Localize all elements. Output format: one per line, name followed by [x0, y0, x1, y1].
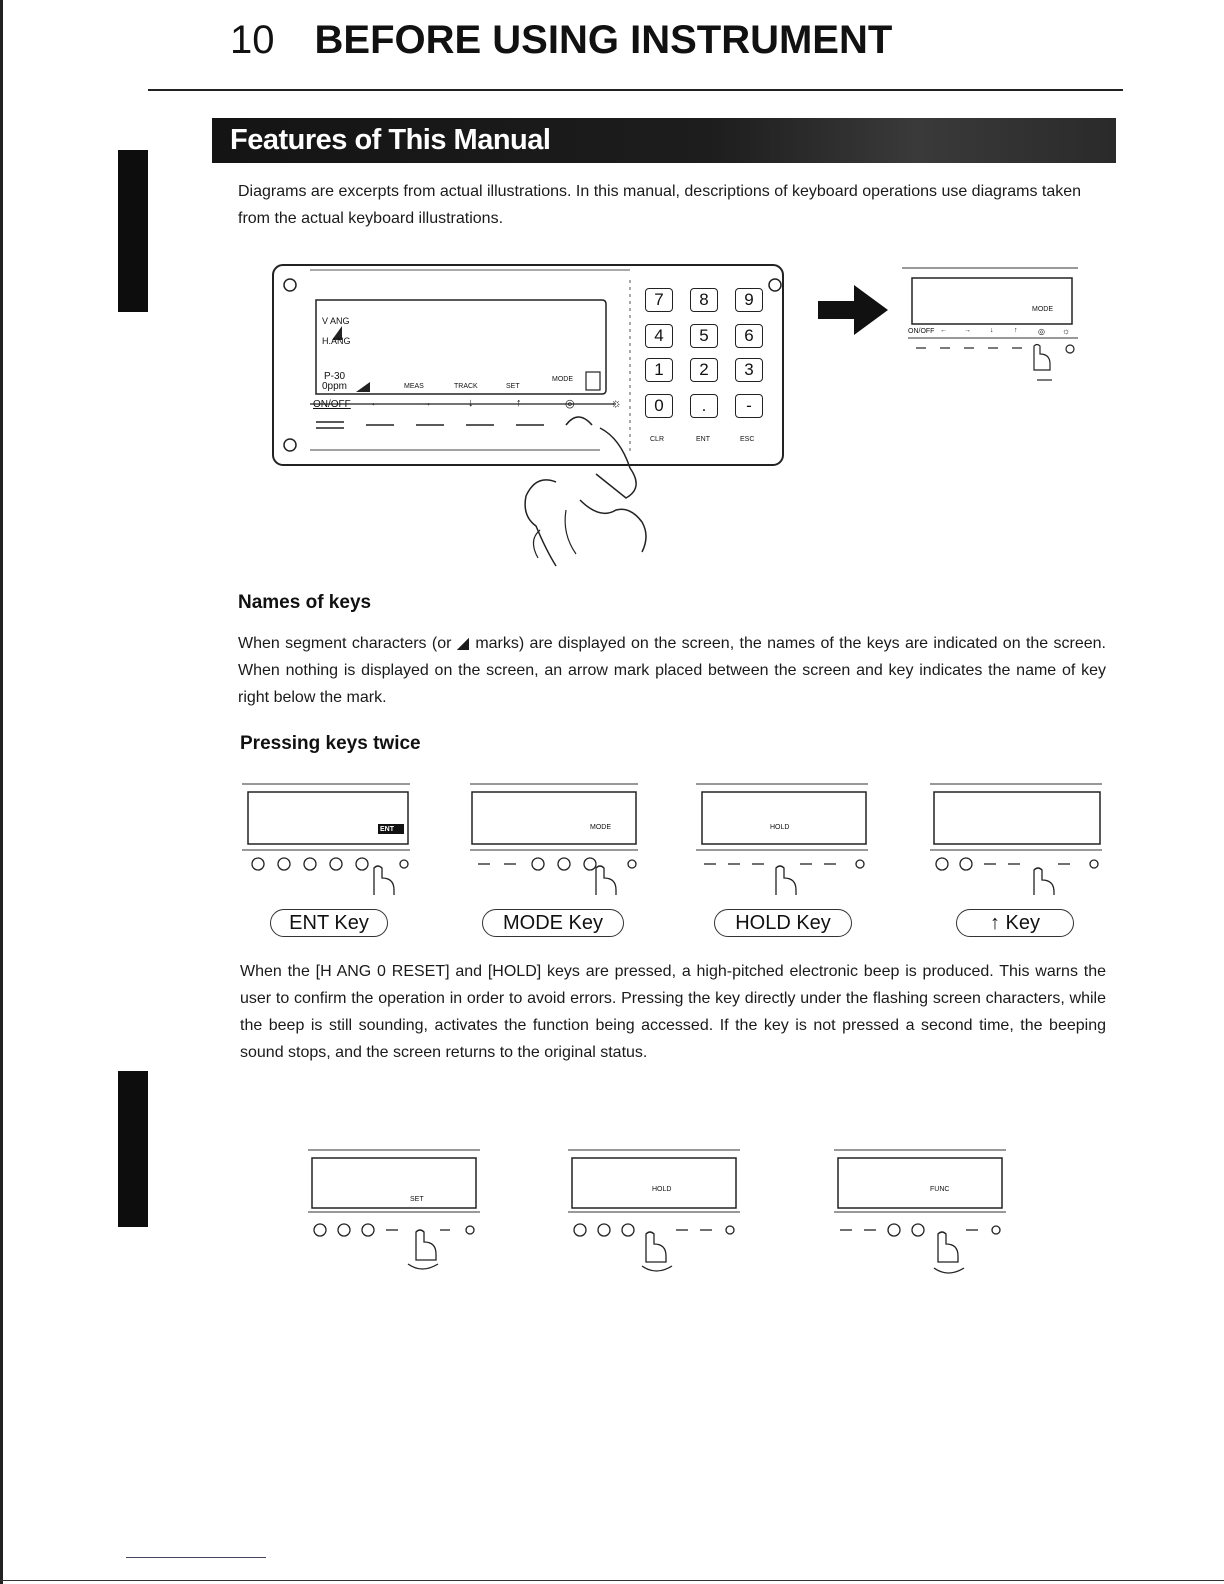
example-screen-label-hold: HOLD [770, 824, 790, 831]
bottom-panel-func [830, 1146, 1012, 1276]
page-title: BEFORE USING INSTRUMENT [314, 18, 893, 62]
function-key-right: → [421, 397, 432, 409]
keypad-key-5: 5 [690, 324, 718, 348]
result-key-right: → [964, 327, 971, 334]
softkey-label-set: SET [506, 383, 520, 390]
page-number: 10 [230, 18, 275, 62]
result-key-left: ← [940, 327, 947, 334]
example-panel-hold [692, 780, 872, 895]
result-key-up: ↑ [1014, 327, 1018, 334]
screen-label-vang: V ANG [322, 316, 350, 326]
bottom-tick-mark [126, 1557, 266, 1558]
keypad-key-ent: ENT [696, 436, 710, 443]
example-panel-mode [466, 780, 641, 895]
keyboard-illustration [270, 260, 800, 580]
example-panel-up [926, 780, 1106, 895]
keypad-key-9: 9 [735, 288, 763, 312]
keypad-key-0: 0 [645, 394, 673, 418]
keypad-key-7: 7 [645, 288, 673, 312]
softkey-label-meas: MEAS [404, 383, 424, 390]
page-header [230, 18, 892, 63]
keypad-key-clr: CLR [650, 436, 665, 443]
function-key-illumination: ☼ [610, 395, 622, 410]
section-title: Features of This Manual [230, 124, 551, 156]
key-label-hold: HOLD Key [714, 909, 852, 937]
names-of-keys-paragraph: When segment characters (or ◢ marks) are displayed on the screen, the names of the keys are indicated on the screen. When nothing is displayed on the screen, an arrow mark placed between the screen and key indicates the name of key right below the mark. [238, 635, 1106, 706]
key-label-mode: MODE Key [482, 909, 624, 937]
keypad-key-2: 2 [690, 358, 718, 382]
header-rule [148, 89, 1123, 91]
key-label-ent: ENT Key [270, 909, 388, 937]
result-key-illumination: ☼ [1062, 326, 1071, 336]
pressing-twice-paragraph: When the [H ANG 0 RESET] and [HOLD] keys are pressed, a high-pitched electronic beep is produced. This warns the user to confirm the operation in order to avoid errors. Pressing the key directly under the flashing screen characters, while the beep is still sounding, activates the function being accessed. If the key is not pressed a second time, the beeping sound stops, and the screen returns to the original status. [240, 963, 1106, 1061]
function-key-left: ← [370, 397, 381, 409]
keypad-key-6: 6 [735, 324, 763, 348]
keypad-key-4: 4 [645, 324, 673, 348]
keypad-key-dot: . [690, 394, 718, 418]
intro-paragraph: Diagrams are excerpts from actual illustrations. In this manual, descriptions of keyboard operations use diagrams taken from the actual keyboard illustrations. [238, 183, 1082, 227]
result-screen-label: MODE [1032, 306, 1053, 313]
result-key-target: ◎ [1038, 327, 1045, 336]
keypad-key-1: 1 [645, 358, 673, 382]
key-label-up: ↑ Key [956, 909, 1074, 937]
screen-label-hang: H.ANG [322, 336, 351, 346]
bottom-panel-hold [564, 1146, 746, 1276]
names-of-keys-heading: Names of keys [238, 592, 372, 613]
result-key-down: ↓ [990, 327, 994, 334]
example-panel-ent [238, 780, 413, 895]
function-key-up: ↑ [516, 397, 522, 409]
keypad-key-8: 8 [690, 288, 718, 312]
function-key-onoff: ON/OFF [313, 399, 351, 410]
screen-label-prism: P-30 [324, 371, 346, 382]
bottom-panel-set [304, 1146, 486, 1276]
result-key-onoff: ON/OFF [908, 328, 935, 335]
keypad-key-esc: ESC [740, 436, 755, 443]
pressing-twice-heading: Pressing keys twice [240, 733, 421, 754]
bottom-page-rule [0, 1580, 1224, 1581]
keypad-key-3: 3 [735, 358, 763, 382]
softkey-label-mode: MODE [552, 376, 573, 383]
function-key-down: ↓ [468, 397, 474, 409]
margin-tab-marker-bottom [118, 1071, 148, 1227]
example-screen-label-mode: MODE [590, 824, 611, 831]
right-arrow-icon [818, 285, 890, 335]
softkey-label-track: TRACK [454, 383, 478, 390]
bottom-screen-label-hold: HOLD [652, 1186, 672, 1193]
margin-tab-marker-top [118, 150, 148, 312]
screen-label-ppm: 0ppm [322, 381, 348, 392]
bottom-screen-label-func: FUNC [930, 1186, 950, 1193]
function-key-target: ◎ [565, 398, 575, 410]
example-screen-label-ent: ENT [380, 826, 394, 833]
bottom-screen-label-set: SET [410, 1196, 424, 1203]
page-edge-rule [0, 0, 3, 1584]
keypad-key-minus: - [735, 394, 763, 418]
